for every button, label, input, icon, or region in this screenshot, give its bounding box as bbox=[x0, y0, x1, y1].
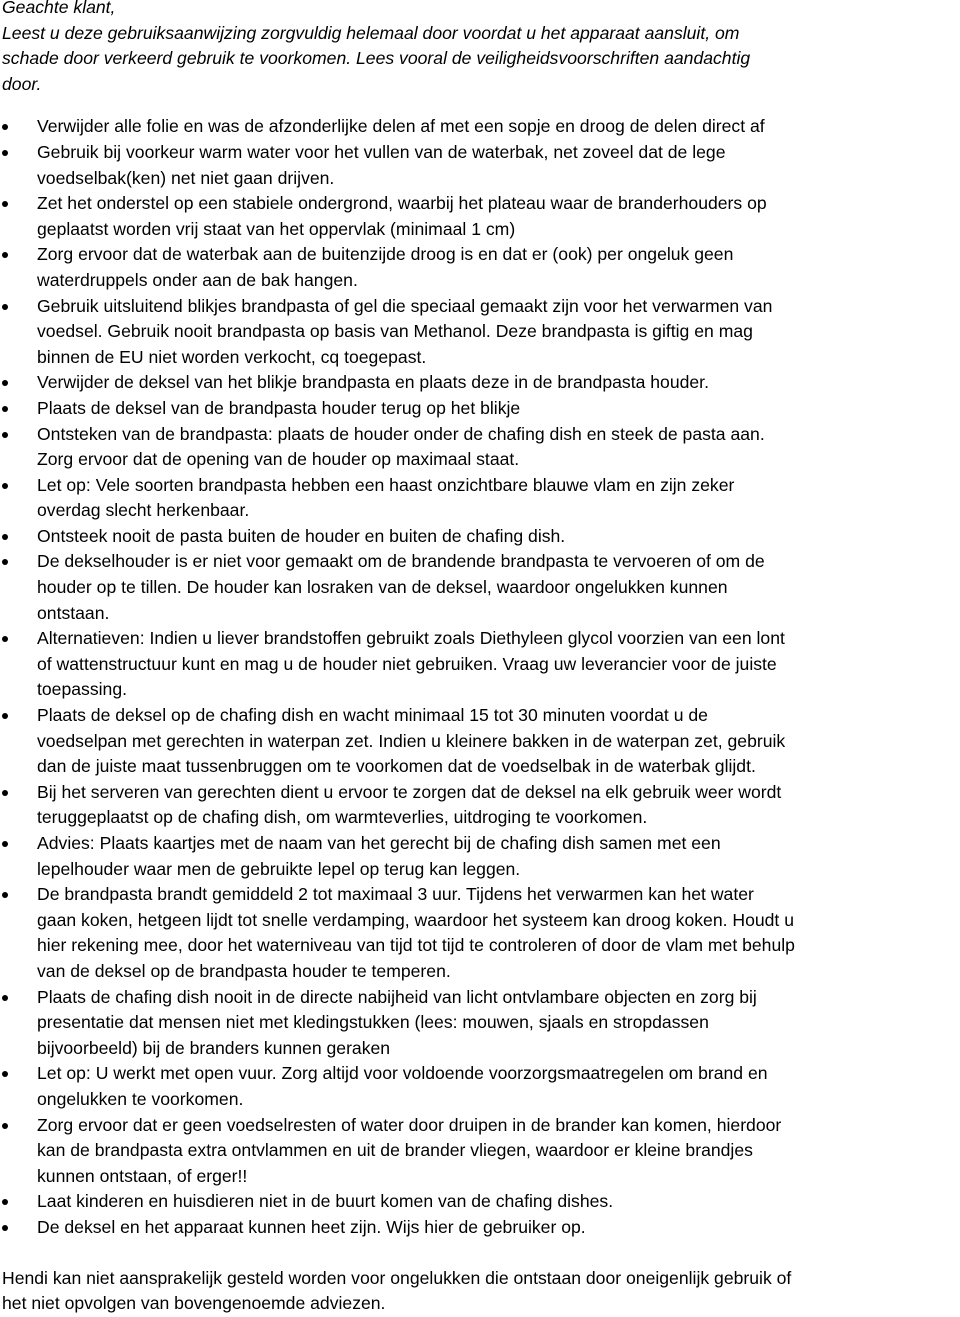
list-item-text: Plaats de deksel van de brandpasta houder terug op het blikje bbox=[37, 397, 521, 418]
bullet-dot-icon bbox=[2, 1199, 8, 1205]
list-item-text: kan de brandpasta extra ontvlammen en uit de brander vliegen, waardoor er kleine brandjes bbox=[37, 1140, 753, 1161]
list-item bbox=[0, 396, 958, 422]
list-item-text: Gebruik bij voorkeur warm water voor het vullen van de waterbak, net zoveel dat de lege bbox=[37, 141, 726, 162]
safety-instructions-list bbox=[0, 114, 958, 1240]
list-item bbox=[0, 422, 958, 473]
list-item-text: teruggeplaatst op de chafing dish, om warmteverlies, uitdroging te voorkomen. bbox=[37, 807, 648, 828]
list-item-text: binnen de EU niet worden verkocht, cq toegepast. bbox=[37, 346, 427, 367]
bullet-dot-icon bbox=[2, 304, 8, 310]
list-item-text: presentatie dat mensen niet met kledingstukken (lees: mouwen, sjaals en stropdassen bbox=[37, 1012, 709, 1033]
list-item-text: voedselpan met gerechten in waterpan zet. Indien u kleinere bakken in de waterpan zet, gebruik bbox=[37, 730, 786, 751]
list-item bbox=[0, 473, 958, 524]
closing-paragraph bbox=[2, 1266, 958, 1317]
bullet-dot-icon bbox=[2, 636, 8, 642]
list-item bbox=[0, 831, 958, 882]
list-item-text: Let op: Vele soorten brandpasta hebben een haast onzichtbare blauwe vlam en zijn zeker bbox=[37, 474, 735, 495]
list-item-text: ontstaan. bbox=[37, 602, 110, 623]
bullet-dot-icon bbox=[2, 432, 8, 438]
list-item-text: kunnen ontstaan, of erger!! bbox=[37, 1165, 248, 1186]
list-item-text: Zet het onderstel op een stabiele ondergrond, waarbij het plateau waar de branderhouders op bbox=[37, 193, 767, 214]
list-item-text: Ontsteken van de brandpasta: plaats de houder onder de chafing dish en steek de pasta aan. bbox=[37, 423, 765, 444]
bullet-dot-icon bbox=[2, 1225, 8, 1231]
list-item-text: Verwijder de deksel van het blikje brandpasta en plaats deze in de brandpasta houder. bbox=[37, 372, 709, 393]
bullet-dot-icon bbox=[2, 201, 8, 207]
list-item-text: De dekselhouder is er niet voor gemaakt om de brandende brandpasta te vervoeren of om de bbox=[37, 551, 765, 572]
list-item-text: Let op: U werkt met open vuur. Zorg altijd voor voldoende voorzorgsmaatregelen om brand en bbox=[37, 1063, 768, 1084]
list-item-text: Plaats de chafing dish nooit in de directe nabijheid van licht ontvlambare objecten en zorg bij bbox=[37, 986, 757, 1007]
list-item-text: Ontsteek nooit de pasta buiten de houder en buiten de chafing dish. bbox=[37, 525, 566, 546]
list-item bbox=[0, 114, 958, 140]
bullet-dot-icon bbox=[2, 1123, 8, 1129]
bullet-dot-icon bbox=[2, 892, 8, 898]
list-item-text: geplaatst worden vrij staat van het oppervlak (minimaal 1 cm) bbox=[37, 218, 516, 239]
list-item-text: waterdruppels onder aan de bak hangen. bbox=[37, 269, 358, 290]
list-item-text: dan de juiste maat tussenbruggen om te voorkomen dat de voedselbak in de waterbak glijdt. bbox=[37, 756, 756, 777]
intro-line: Leest u deze gebruiksaanwijzing zorgvuldig helemaal door voordat u het apparaat aansluit, om bbox=[2, 22, 740, 43]
list-item bbox=[0, 882, 958, 984]
list-item bbox=[0, 294, 958, 371]
bullet-dot-icon bbox=[2, 406, 8, 412]
list-item-text: Zorg ervoor dat de opening van de houder op maximaal staat. bbox=[37, 449, 520, 470]
bullet-dot-icon bbox=[2, 483, 8, 489]
intro-line: schade door verkeerd gebruik te voorkomen. Lees vooral de veiligheidsvoorschriften aandachtig bbox=[2, 48, 751, 69]
list-item bbox=[0, 703, 958, 780]
list-item bbox=[0, 1061, 958, 1112]
bullet-dot-icon bbox=[2, 252, 8, 258]
closing-line: het niet opvolgen van bovengenoemde adviezen. bbox=[2, 1293, 386, 1314]
bullet-dot-icon bbox=[2, 124, 8, 130]
list-item bbox=[0, 370, 958, 396]
list-item bbox=[0, 191, 958, 242]
list-item-text: ongelukken te voorkomen. bbox=[37, 1088, 244, 1109]
list-item-text: bijvoorbeeld) bij de branders kunnen geraken bbox=[37, 1037, 391, 1058]
list-item-text: voedsel. Gebruik nooit brandpasta op basis van Methanol. Deze brandpasta is giftig en mag bbox=[37, 321, 753, 342]
list-item-text: toepassing. bbox=[37, 679, 127, 700]
intro-paragraph bbox=[2, 0, 958, 97]
list-item bbox=[0, 780, 958, 831]
bullet-dot-icon bbox=[2, 380, 8, 386]
list-item-text: overdag slecht herkenbaar. bbox=[37, 500, 250, 521]
bullet-dot-icon bbox=[2, 1071, 8, 1077]
list-item bbox=[0, 1113, 958, 1190]
list-item bbox=[0, 524, 958, 550]
list-item-text: of wattenstructuur kunt en mag u de houder niet gebruiken. Vraag uw leverancier voor de juiste bbox=[37, 653, 777, 674]
list-item bbox=[0, 1189, 958, 1215]
list-item-text: Bij het serveren van gerechten dient u ervoor te zorgen dat de deksel na elk gebruik weer wordt bbox=[37, 781, 782, 802]
list-item-text: Verwijder alle folie en was de afzonderlijke delen af met een sopje en droog de delen direct af bbox=[37, 116, 765, 137]
bullet-dot-icon bbox=[2, 995, 8, 1001]
bullet-dot-icon bbox=[2, 534, 8, 540]
closing-line: Hendi kan niet aansprakelijk gesteld worden voor ongelukken die ontstaan door oneigenlijk gebruik of bbox=[2, 1267, 792, 1288]
list-item-text: gaan koken, hetgeen lijdt tot snelle verdamping, waardoor het systeem kan droog koken. Houdt u bbox=[37, 909, 794, 930]
bullet-dot-icon bbox=[2, 559, 8, 565]
list-item-text: De deksel en het apparaat kunnen heet zijn. Wijs hier de gebruiker op. bbox=[37, 1216, 586, 1237]
list-item-text: lepelhouder waar men de gebruikte lepel op terug kan leggen. bbox=[37, 858, 521, 879]
bullet-dot-icon bbox=[2, 150, 8, 156]
list-item-text: Laat kinderen en huisdieren niet in de buurt komen van de chafing dishes. bbox=[37, 1191, 614, 1212]
list-item-text: Gebruik uitsluitend blikjes brandpasta of gel die speciaal gemaakt zijn voor het verwarmen van bbox=[37, 295, 773, 316]
list-item-text: voedselbak(ken) net niet gaan drijven. bbox=[37, 167, 335, 188]
list-item-text: Zorg ervoor dat de waterbak aan de buitenzijde droog is en dat er (ook) per ongeluk geen bbox=[37, 244, 734, 265]
list-item-text: Advies: Plaats kaartjes met de naam van het gerecht bij de chafing dish samen met een bbox=[37, 833, 721, 853]
intro-line: door. bbox=[2, 73, 42, 94]
list-item-text: De brandpasta brandt gemiddeld 2 tot maximaal 3 uur. Tijdens het verwarmen kan het water bbox=[37, 884, 754, 905]
list-item bbox=[0, 626, 958, 703]
list-item-text: Zorg ervoor dat er geen voedselresten of water door druipen in de brander kan komen, hierdoor bbox=[37, 1114, 782, 1135]
bullet-dot-icon bbox=[2, 841, 8, 847]
bullet-dot-icon bbox=[2, 713, 8, 719]
list-item bbox=[0, 140, 958, 191]
list-item bbox=[0, 549, 958, 626]
list-item-text: Alternatieven: Indien u liever brandstoffen gebruikt zoals Diethyleen glycol voorzien van een lont bbox=[37, 628, 785, 649]
list-item-text: hier rekening mee, door het waterniveau van tijd tot tijd te controleren of door de vlam met behulp bbox=[37, 935, 795, 956]
list-item bbox=[0, 242, 958, 293]
list-item-text: Plaats de deksel op de chafing dish en wacht minimaal 15 tot 30 minuten voordat u de bbox=[37, 705, 708, 726]
list-item-text: houder op te tillen. De houder kan losraken van de deksel, waardoor ongelukken kunnen bbox=[37, 577, 728, 598]
list-item bbox=[0, 1215, 958, 1241]
greeting: Geachte klant, bbox=[2, 0, 116, 17]
bullet-dot-icon bbox=[2, 790, 8, 796]
list-item-text: van de deksel op de brandpasta houder te temperen. bbox=[37, 960, 451, 981]
list-item bbox=[0, 985, 958, 1062]
